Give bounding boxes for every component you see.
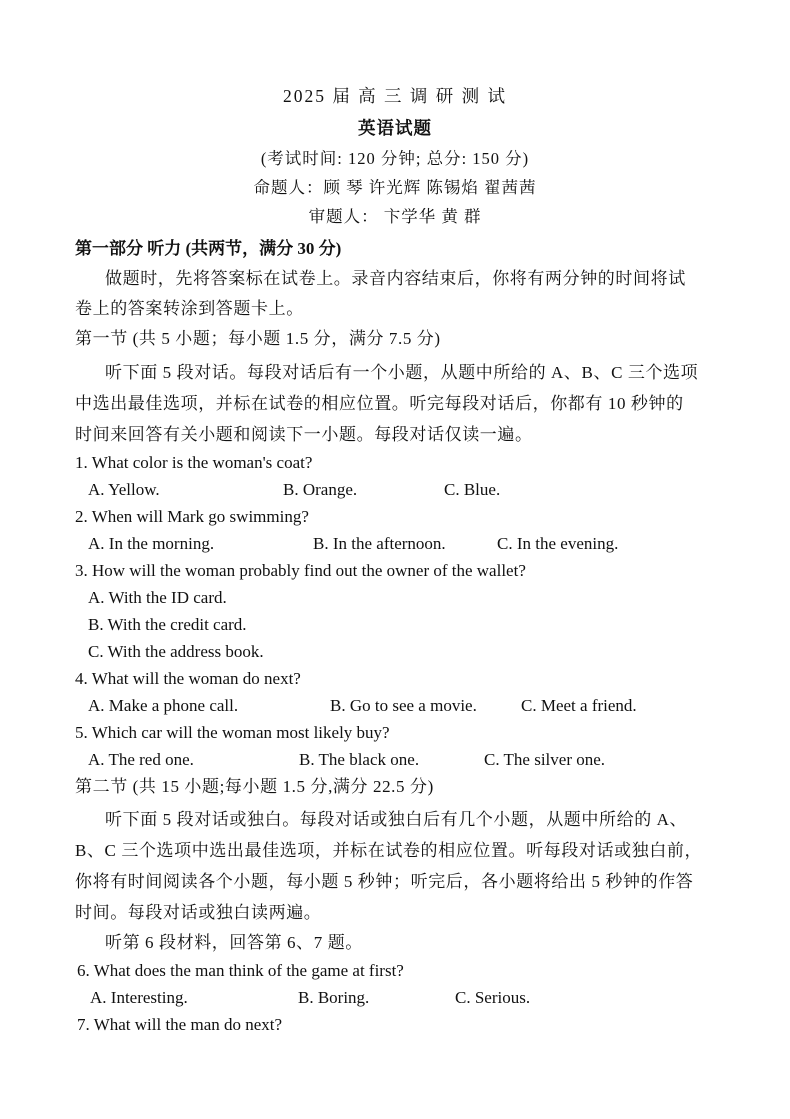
exam-info: (考试时间: 120 分钟; 总分: 150 分) bbox=[260, 149, 530, 168]
question-1: 1. What color is the woman's coat? bbox=[75, 453, 313, 472]
question-6-option-b: B. Boring. bbox=[298, 988, 370, 1007]
question-5-option-a: A. The red one. bbox=[88, 750, 194, 769]
section2-instructions-line1: 听下面 5 段对话或独白。每段对话或独白后有几个小题，从题中所给的 A、 bbox=[105, 810, 688, 829]
section1-instructions-line1: 听下面 5 段对话。每段对话后有一个小题，从题中所给的 A、B、C 三个选项 bbox=[105, 363, 699, 382]
section1-instructions-line3: 时间来回答有关小题和阅读下一小题。每段对话仅读一遍。 bbox=[75, 425, 533, 444]
section2-instructions-line3: 你将有时间阅读各个小题，每小题 5 秒钟；听完后，各小题将给出 5 秒钟的作答 bbox=[75, 872, 694, 891]
question-1-option-b: B. Orange. bbox=[283, 480, 358, 499]
question-7: 7. What will the man do next? bbox=[77, 1015, 283, 1034]
question-2: 2. When will Mark go swimming? bbox=[75, 507, 309, 526]
question-4-option-b: B. Go to see a movie. bbox=[330, 696, 477, 715]
question-1-option-a: A. Yellow. bbox=[88, 480, 160, 499]
section2-heading: 第二节 (共 15 小题;每小题 1.5 分,满分 22.5 分) bbox=[75, 777, 434, 796]
question-1-option-c: C. Blue. bbox=[444, 480, 501, 499]
question-2-option-c: C. In the evening. bbox=[497, 534, 619, 553]
section2-instructions-line4: 时间。每段对话或独白读两遍。 bbox=[75, 903, 322, 922]
question-3-option-a: A. With the ID card. bbox=[88, 588, 227, 607]
question-2-option-a: A. In the morning. bbox=[88, 534, 215, 553]
section2-instructions-line2: B、C 三个选项中选出最佳选项，并标在试卷的相应位置。听每段对话或独白前， bbox=[75, 841, 703, 860]
question-4: 4. What will the woman do next? bbox=[75, 669, 301, 688]
exam-title: 2025 届 高 三 调 研 测 试 bbox=[282, 86, 508, 106]
exam-reviewers: 审题人： 卞学华 黄 群 bbox=[308, 207, 482, 226]
material-note: 听第 6 段材料，回答第 6、7 题。 bbox=[105, 933, 363, 952]
part1-heading: 第一部分 听力 (共两节，满分 30 分) bbox=[75, 239, 342, 258]
question-3-option-b: B. With the credit card. bbox=[88, 615, 247, 634]
question-2-option-b: B. In the afternoon. bbox=[313, 534, 446, 553]
question-6-option-a: A. Interesting. bbox=[90, 988, 188, 1007]
question-4-option-a: A. Make a phone call. bbox=[88, 696, 239, 715]
exam-setters: 命题人：顾 琴 许光辉 陈锡焰 翟茜茜 bbox=[253, 178, 537, 197]
part1-instructions-line2: 卷上的答案转涂到答题卡上。 bbox=[75, 299, 304, 318]
question-3-option-c: C. With the address book. bbox=[88, 642, 264, 661]
question-6-option-c: C. Serious. bbox=[455, 988, 531, 1007]
part1-instructions-line1: 做题时，先将答案标在试卷上。录音内容结束后，你将有两分钟的时间将试 bbox=[105, 269, 686, 288]
question-5-option-b: B. The black one. bbox=[299, 750, 420, 769]
exam-subject: 英语试题 bbox=[358, 118, 432, 138]
question-5-option-c: C. The silver one. bbox=[484, 750, 606, 769]
section1-heading: 第一节 (共 5 小题；每小题 1.5 分，满分 7.5 分) bbox=[75, 329, 441, 348]
question-5: 5. Which car will the woman most likely buy? bbox=[75, 723, 390, 742]
section1-instructions-line2: 中选出最佳选项，并标在试卷的相应位置。听完每段对话后，你都有 10 秒钟的 bbox=[75, 394, 684, 413]
question-3: 3. How will the woman probably find out the owner of the wallet? bbox=[75, 561, 526, 580]
question-4-option-c: C. Meet a friend. bbox=[521, 696, 637, 715]
question-6: 6. What does the man think of the game at first? bbox=[77, 961, 404, 980]
